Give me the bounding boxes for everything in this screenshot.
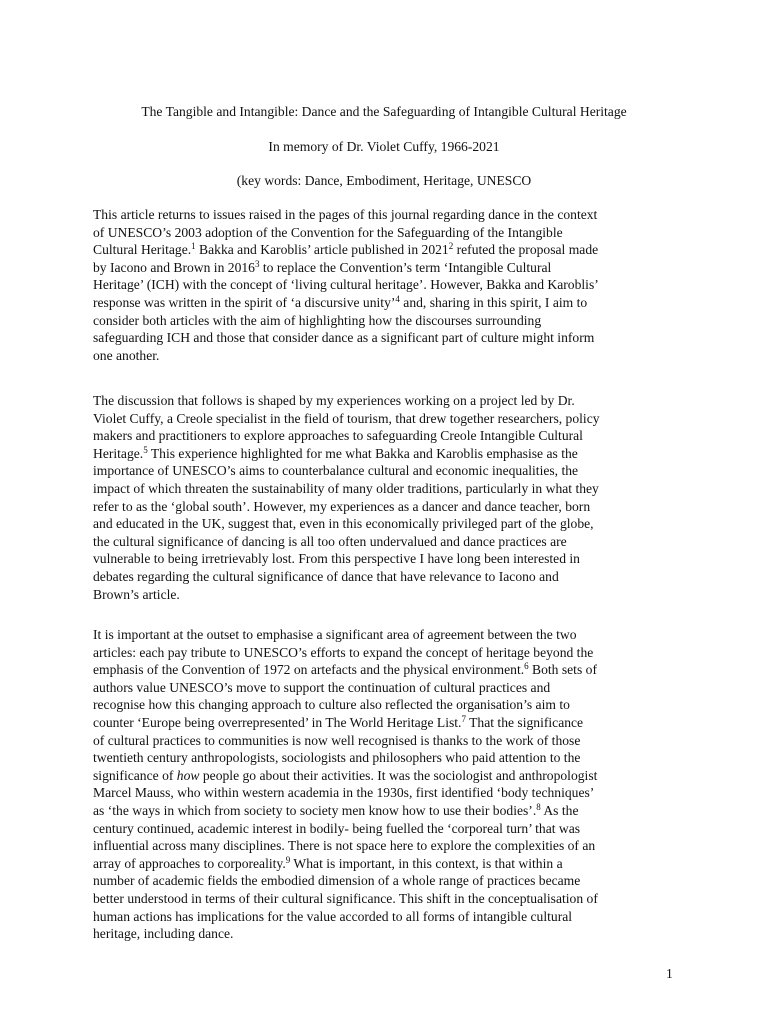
text-segment: people go about their activities. It was the sociologist and anthropologist (199, 767, 598, 783)
text-line (93, 626, 679, 644)
text-line (93, 462, 679, 480)
text-segment: twentieth century anthropologists, sociologists and philosophers who paid attention to the (93, 750, 581, 766)
text-segment: Both sets of (528, 662, 597, 678)
text-line (93, 568, 679, 586)
text-segment: makers and practitioners to explore approaches to safeguarding Creole Intangible Cultural (93, 428, 583, 444)
text-segment: debates regarding the cultural significance of dance that have relevance to Iacono and (93, 568, 559, 584)
footnote-marker: 7 (461, 713, 466, 724)
text-line (93, 515, 679, 533)
footnote-marker: 5 (143, 444, 148, 455)
text-line (93, 696, 679, 714)
text-line (93, 329, 679, 347)
text-segment: and, sharing in this spirit, I aim to (399, 294, 588, 310)
text-segment: Heritage. (93, 445, 144, 461)
text-segment: of UNESCO’s 2003 adoption of the Convention for the Safeguarding of the Intangible (93, 224, 563, 240)
text-line (93, 427, 679, 445)
text-line (93, 347, 679, 365)
text-line (93, 661, 679, 679)
text-line (93, 241, 679, 259)
text-line (93, 714, 679, 732)
text-segment: and educated in the UK, suggest that, even in this economically privileged part of the globe, (93, 516, 594, 532)
text-segment: one another. (93, 347, 160, 363)
text-line (93, 679, 679, 697)
text-line (93, 498, 679, 516)
text-line (93, 644, 679, 662)
text-segment: counter ‘Europe being overrepresented’ in The World Heritage List. (93, 714, 462, 730)
text-line (93, 294, 679, 312)
text-line (93, 586, 679, 604)
text-line (93, 276, 679, 294)
text-line (93, 784, 679, 802)
text-line (93, 872, 679, 890)
memorial-line: In memory of Dr. Violet Cuffy, 1966-2021 (268, 139, 500, 154)
text-segment: emphasis of the Convention of 1972 on artefacts and the physical environment. (93, 662, 525, 678)
text-segment: Bakka and Karoblis’ article published in 2021 (195, 242, 449, 258)
text-segment: importance of UNESCO’s aims to counterbalance cultural and economic inequalities, the (93, 463, 579, 479)
text-segment: heritage, including dance. (93, 926, 234, 942)
footnote-marker: 9 (285, 854, 291, 865)
text-line (93, 908, 679, 926)
footnote-marker: 2 (448, 241, 454, 252)
text-segment: consider both articles with the aim of highlighting how the discourses surrounding (93, 312, 542, 328)
text-segment: authors value UNESCO’s move to support the continuation of cultural practices and (93, 679, 551, 695)
text-segment: articles: each pay tribute to UNESCO’s efforts to expand the concept of heritage beyond the (93, 644, 594, 660)
text-segment: That the significance (465, 714, 584, 730)
text-segment: Cultural Heritage. (93, 242, 192, 258)
text-segment: refer to as the ‘global south’. However, my experiences as a dancer and dance teacher, born (93, 498, 591, 514)
text-line (93, 820, 679, 838)
text-segment: to replace the Convention’s term ‘Intangible Cultural (259, 259, 552, 275)
text-segment: vulnerable to being irretrievably lost. From this perspective I have long been interested in (93, 551, 580, 567)
paragraph-3 (93, 626, 679, 943)
text-segment: the cultural significance of dancing is all too often undervalued and dance practices are (93, 533, 567, 549)
text-segment: significance of (93, 767, 177, 783)
text-line (93, 550, 679, 568)
footnote-marker: 1 (191, 241, 196, 252)
text-segment: This experience highlighted for me what Bakka and Karoblis emphasise as the (147, 445, 578, 461)
text-segment: as ‘the ways in which from society to society men know how to use their bodies’. (93, 802, 537, 818)
text-segment: safeguarding ICH and those that consider dance as a significant part of culture might inform (93, 330, 595, 346)
text-segment: century continued, academic interest in bodily- being fuelled the ‘corporeal turn’ that was (93, 820, 581, 836)
text-line (93, 855, 679, 873)
text-line (93, 224, 679, 242)
footnote-marker: 3 (254, 258, 260, 269)
paragraph-2 (93, 392, 679, 603)
footnote-marker: 4 (395, 293, 400, 304)
text-line (93, 749, 679, 767)
text-segment: Heritage’ (ICH) with the concept of ‘living cultural heritage’. However, Bakka and Karoblis’ (93, 277, 599, 293)
emphasis-text: how (176, 767, 200, 783)
text-segment: Brown’s article. (93, 586, 180, 602)
text-segment: refuted the proposal made (453, 242, 599, 258)
text-line (93, 802, 679, 820)
document-title: The Tangible and Intangible: Dance and the Safeguarding of Intangible Cultural Heritage (141, 104, 627, 119)
text-segment: array of approaches to corporeality. (93, 855, 286, 871)
text-line (93, 767, 679, 785)
text-segment: better understood in terms of their cultural significance. This shift in the conceptualisation of (93, 890, 598, 906)
text-segment: response was written in the spirit of ‘a discursive unity’ (93, 294, 396, 310)
text-segment: impact of which threaten the sustainability of many older traditions, particularly in what they (93, 480, 599, 496)
text-segment: The discussion that follows is shaped by my experiences working on a project led by Dr. (93, 393, 575, 408)
text-segment: As the (540, 802, 579, 818)
text-line (93, 392, 679, 410)
text-line (93, 410, 679, 428)
footnote-marker: 8 (536, 801, 541, 812)
text-line (93, 480, 679, 498)
text-line (93, 925, 679, 943)
text-line (93, 312, 679, 330)
text-segment: Violet Cuffy, a Creole specialist in the field of tourism, that drew together researchers, policy (93, 410, 600, 426)
text-line (93, 732, 679, 750)
text-line (93, 259, 679, 277)
footnote-marker: 6 (524, 661, 529, 672)
text-segment: recognise how this changing approach to culture also reflected the organisation’s aim to (93, 697, 570, 713)
text-segment: human actions has implications for the value accorded to all forms of intangible cultural (93, 908, 573, 924)
text-line (93, 206, 679, 224)
text-line (93, 837, 679, 855)
keywords-line: (key words: Dance, Embodiment, Heritage, UNESCO (236, 173, 532, 188)
text-segment: of cultural practices to communities is now well recognised is thanks to the work of those (93, 732, 581, 748)
text-segment: by Iacono and Brown in 2016 (93, 259, 255, 275)
text-line (93, 445, 679, 463)
text-line (93, 533, 679, 551)
text-segment: influential across many disciplines. There is not space here to explore the complexities of an (93, 838, 596, 854)
text-segment: It is important at the outset to emphasise a significant area of agreement between the two (93, 627, 577, 642)
text-line (93, 890, 679, 908)
page-number: 1 (666, 966, 673, 981)
text-segment: This article returns to issues raised in the pages of this journal regarding dance in the context (93, 207, 598, 222)
text-segment: Marcel Mauss, who within western academia in the 1930s, first identified ‘body techniques’ (93, 785, 595, 801)
paragraph-1 (93, 206, 679, 364)
text-segment: number of academic fields the embodied dimension of a whole range of practices became (93, 873, 581, 889)
text-segment: What is important, in this context, is that within a (290, 855, 563, 871)
